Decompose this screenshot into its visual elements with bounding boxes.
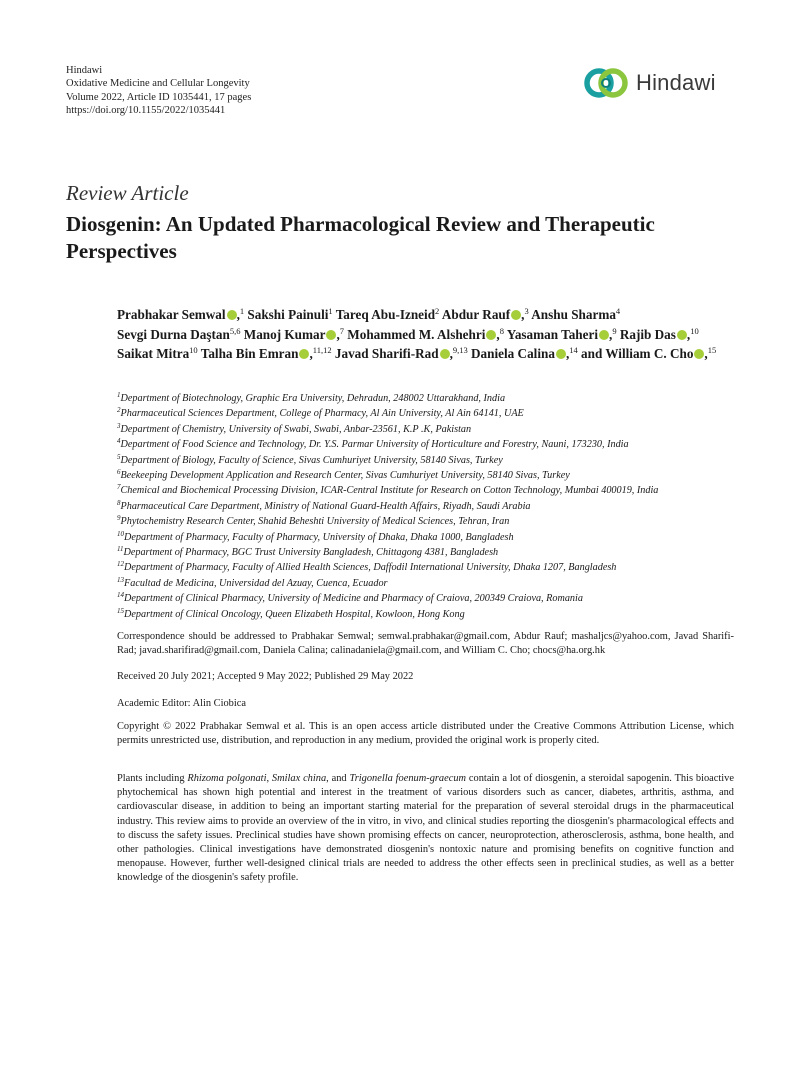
academic-editor: Academic Editor: Alin Ciobica bbox=[117, 698, 246, 709]
author-separator: , bbox=[565, 346, 570, 361]
author-name-text: Talha Bin Emran bbox=[200, 346, 299, 361]
affiliation-text: Beekeeping Development Application and Research Center, Sivas Cumhuriyet University, 58140 Sivas, Turkey bbox=[120, 470, 570, 482]
orcid-icon[interactable] bbox=[326, 330, 336, 340]
affiliation-item bbox=[117, 422, 742, 437]
author-affiliation-mark: 11,12 bbox=[312, 345, 332, 355]
author-list: Prabhakar Semwal ,$^1$ Sakshi Painuli$^1$ Tareq Abu-Izneid$^2$ Abdur Rauf ,$^3$ Anshu Sharma$^4$ Sevgi Durna Daştan$^{5,6}$ Manoj Kumar ,$^7$ Mohammed M. Alshehri ,$^8$ Yasaman Taheri ,$^9$ Rajib Das ,$^{10}$ Saikat Mitra$^{10}$ Talha Bin Emran ,$^{11,12}$ Javad Sharifi-Rad ,$^{9,13}$ Daniela Calina ,$^{14}$ and William C. Cho ,$^{15}$ bbox=[117, 306, 717, 361]
logo-wordmark: Hindawi bbox=[636, 70, 716, 95]
affiliation-text: Department of Clinical Pharmacy, University of Medicine and Pharmacy of Craiova, 200349 Craiova, Romania bbox=[124, 593, 583, 605]
abstract-species-1: Rhizoma polgonati bbox=[187, 773, 267, 784]
affiliation-number: 8 bbox=[117, 498, 121, 507]
affiliation-item bbox=[117, 560, 742, 575]
author-name-text: Javad Sharifi-Rad bbox=[334, 346, 439, 361]
orcid-icon[interactable] bbox=[299, 349, 309, 359]
affiliation-item bbox=[117, 437, 742, 452]
affiliation-number: 3 bbox=[117, 421, 121, 430]
orcid-icon[interactable] bbox=[227, 310, 237, 320]
doi-link[interactable]: https://doi.org/10.1155/2022/1035441 bbox=[66, 105, 226, 117]
orcid-icon[interactable] bbox=[556, 349, 566, 359]
author-name-text: Anshu Sharma bbox=[531, 307, 616, 322]
author-separator: , bbox=[236, 307, 240, 322]
author-name bbox=[117, 327, 240, 342]
affiliation-number: 7 bbox=[117, 483, 121, 492]
author-name bbox=[117, 307, 244, 322]
affiliation-number: 11 bbox=[117, 545, 124, 554]
orcid-icon[interactable] bbox=[694, 349, 704, 359]
affiliation-text: Department of Chemistry, University of Swabi, Swabi, Anbar-23561, K.P .K, Pakistan bbox=[120, 423, 472, 435]
author-affiliation-mark: 4 bbox=[615, 306, 621, 316]
affiliation-item bbox=[117, 607, 742, 622]
affiliation-item bbox=[117, 406, 742, 421]
author-separator: , bbox=[496, 326, 500, 342]
volume-info: Volume 2022, Article ID 1035441, 17 pages bbox=[66, 91, 252, 103]
author-name-text: Abdur Rauf bbox=[441, 307, 511, 322]
author-name-text: Saikat Mitra bbox=[117, 346, 190, 361]
author-name bbox=[531, 307, 620, 322]
article-type: Review Article bbox=[66, 181, 189, 205]
affiliation-text: Chemical and Biochemical Processing Division, ICAR-Central Institute for Research on Cotton Technology, Mumbai 400019, India bbox=[120, 485, 659, 497]
affiliation-text: Pharmaceutical Care Department, Ministry of National Guard-Health Affairs, Riyadh, Saudi Arabia bbox=[120, 500, 531, 512]
affiliation-number: 1 bbox=[117, 391, 121, 399]
author-name bbox=[605, 346, 716, 361]
author-name bbox=[201, 346, 332, 361]
author-separator: , bbox=[704, 346, 708, 361]
affiliation-list bbox=[117, 391, 742, 622]
author-name-text: Sakshi Painuli bbox=[247, 307, 329, 322]
affiliation-text: Department of Pharmacy, Faculty of Pharmacy, University of Dhaka, Dhaka 1000, Bangladesh bbox=[124, 531, 514, 543]
author-name-text: Mohammed M. Alshehri bbox=[347, 326, 486, 342]
copyright-notice: Copyright © 2022 Prabhakar Semwal et al. This is an open access article distributed under the Creative Commons Attribution License, which permits unrestricted use, distribution, and reproduction in any medium, provided the original work is properly cited. bbox=[117, 721, 734, 747]
affiliation-item bbox=[117, 530, 742, 545]
abstract-sep-2: , and bbox=[326, 773, 350, 784]
affiliation-number: 9 bbox=[117, 514, 121, 523]
author-affiliation-mark: 2 bbox=[435, 306, 440, 316]
affiliation-text: Department of Pharmacy, BGC Trust University Bangladesh, Chittagong 4381, Bangladesh bbox=[123, 547, 499, 559]
author-affiliation-mark: 10 bbox=[189, 345, 198, 355]
hindawi-logo bbox=[582, 66, 716, 100]
author-name bbox=[335, 346, 468, 361]
affiliation-item bbox=[117, 576, 742, 591]
correspondence: Correspondence should be addressed to Prabhakar Semwal; semwal.prabhakar@gmail.com, Abdur Rauf; mashaljcs@yahoo.com, Javad Sharifi-Rad; javad.sharifirad@gmail.com, Daniela Calina; calinadaniela@gmail.com, and William C. Cho; chocs@ha.org.hk bbox=[117, 631, 734, 657]
author-affiliation-mark: 8 bbox=[499, 325, 504, 336]
affiliation-text: Phytochemistry Research Center, Shahid Beheshti University of Medical Sciences, Tehran, Iran bbox=[120, 516, 510, 528]
orcid-icon[interactable] bbox=[677, 330, 687, 340]
orcid-icon[interactable] bbox=[440, 349, 450, 359]
journal-header bbox=[66, 64, 251, 118]
author-affiliation-mark: 1 bbox=[239, 306, 245, 316]
author-name bbox=[336, 307, 440, 322]
affiliation-number: 2 bbox=[117, 406, 121, 415]
author-name bbox=[347, 327, 504, 342]
orcid-icon[interactable] bbox=[511, 310, 521, 320]
author-name-text: Sevgi Durna Daştan bbox=[117, 326, 230, 342]
author-separator: , bbox=[686, 326, 691, 342]
abstract-intro: Plants including bbox=[117, 773, 188, 784]
paper-title: Diosgenin: An Updated Pharmacological Review and Therapeutic Perspectives bbox=[66, 212, 655, 263]
author-affiliation-mark: 5,6 bbox=[229, 325, 241, 336]
publication-dates: Received 20 July 2021; Accepted 9 May 2022; Published 29 May 2022 bbox=[117, 671, 414, 682]
author-name bbox=[620, 327, 699, 342]
author-name bbox=[247, 307, 332, 322]
author-name-text: Prabhakar Semwal bbox=[117, 307, 226, 322]
abstract-species-2: Smilax china bbox=[271, 773, 327, 784]
author-name bbox=[244, 327, 344, 342]
affiliation-text: Department of Biology, Faculty of Science, Sivas Cumhuriyet University, 58140 Sivas, Turkey bbox=[120, 454, 503, 466]
author-separator: , bbox=[449, 346, 453, 361]
affiliation-number: 14 bbox=[117, 591, 124, 600]
affiliation-text: Facultad de Medicina, Universidad del Azuay, Cuenca, Ecuador bbox=[124, 577, 388, 589]
author-separator: , bbox=[521, 307, 525, 322]
author-affiliation-mark: 9 bbox=[612, 325, 617, 336]
affiliation-item bbox=[117, 545, 742, 560]
orcid-icon[interactable] bbox=[599, 330, 609, 340]
affiliation-item bbox=[117, 453, 742, 468]
affiliation-item bbox=[117, 391, 742, 406]
abstract-body: contain a lot of diosgenin, a steroidal sapogenin. This bioactive phytochemical has shown high potential and interest in the treatment of various disorders such as cancer, diabetes, arthritis, asthma, and cardiovascular disease, in addition to being an important starting material for the preparation of several steroidal drugs in the pharmaceutical industry. This review aims to provide an overview of the in vitro, in vivo, and clinical studies reporting the diosgenin's pharmacological effects and to discuss the safety issues. Preclinical studies have shown promising effects on cancer, neuroprotection, atherosclerosis, asthma, bone health, and other pathologies. Clinical investigations have demonstrated diosgenin's nontoxic nature and promising benefits on cognitive function and menopause. However, further well-designed clinical trials are needed to address the other effects seen in preclinical studies, as well as a better knowledge of the diosgenin's safety profile. bbox=[117, 773, 734, 884]
author-name-text: Rajib Das bbox=[619, 326, 676, 342]
abstract-sep-1: , bbox=[266, 773, 272, 784]
author-affiliation-mark: 14 bbox=[569, 345, 578, 355]
author-name bbox=[117, 346, 198, 361]
affiliation-item bbox=[117, 483, 742, 498]
author-name-text: Daniela Calina bbox=[471, 346, 555, 361]
hindawi-logo-icon bbox=[582, 66, 630, 100]
affiliation-item bbox=[117, 514, 742, 529]
author-affiliation-mark: 1 bbox=[328, 306, 333, 316]
affiliation-item bbox=[117, 499, 742, 514]
author-name bbox=[442, 307, 529, 322]
journal-name: Oxidative Medicine and Cellular Longevity bbox=[66, 78, 250, 90]
author-affiliation-mark: 3 bbox=[524, 306, 529, 316]
author-name bbox=[471, 346, 578, 361]
affiliation-number: 10 bbox=[117, 529, 124, 538]
affiliation-text: Department of Biotechnology, Graphic Era University, Dehradun, 248002 Uttarakhand, India bbox=[120, 393, 506, 404]
author-affiliation-mark: 10 bbox=[690, 325, 699, 336]
author-affiliation-mark: 7 bbox=[339, 325, 344, 336]
author-affiliation-mark: 9,13 bbox=[452, 345, 468, 355]
affiliation-number: 4 bbox=[117, 437, 121, 446]
author-name-text: Manoj Kumar bbox=[243, 326, 326, 342]
author-separator: , bbox=[309, 346, 313, 361]
author-separator: , bbox=[609, 326, 613, 342]
affiliation-text: Department of Clinical Oncology, Queen Elizabeth Hospital, Kowloon, Hong Kong bbox=[124, 608, 465, 620]
affiliation-number: 12 bbox=[117, 560, 124, 569]
author-separator: , bbox=[336, 326, 340, 342]
affiliation-number: 15 bbox=[117, 606, 124, 615]
abstract-species-3: Trigonella foenum-graecum bbox=[349, 773, 467, 784]
affiliation-number: 13 bbox=[117, 575, 124, 584]
publisher-name: Hindawi bbox=[66, 65, 103, 76]
abstract bbox=[117, 772, 734, 886]
author-affiliation-mark: 15 bbox=[707, 345, 717, 355]
author-name-text: Yasaman Taheri bbox=[506, 326, 599, 342]
affiliation-number: 5 bbox=[117, 452, 121, 461]
author-name bbox=[507, 327, 617, 342]
affiliation-text: Pharmaceutical Sciences Department, College of Pharmacy, Al Ain University, Al Ain 64141, UAE bbox=[120, 408, 524, 420]
affiliation-item bbox=[117, 591, 742, 606]
orcid-icon[interactable] bbox=[486, 330, 496, 340]
affiliation-text: Department of Food Science and Technology, Dr. Y.S. Parmar University of Horticulture and Forestry, Nauni, 173230, India bbox=[120, 439, 629, 451]
affiliation-item bbox=[117, 468, 742, 483]
affiliation-number: 6 bbox=[117, 468, 121, 477]
author-name-text: William C. Cho bbox=[605, 346, 694, 361]
author-name-text: Tareq Abu-Izneid bbox=[335, 307, 436, 322]
affiliation-text: Department of Pharmacy, Faculty of Allied Health Sciences, Daffodil International University, Dhaka 1207, Bangladesh bbox=[124, 562, 617, 574]
